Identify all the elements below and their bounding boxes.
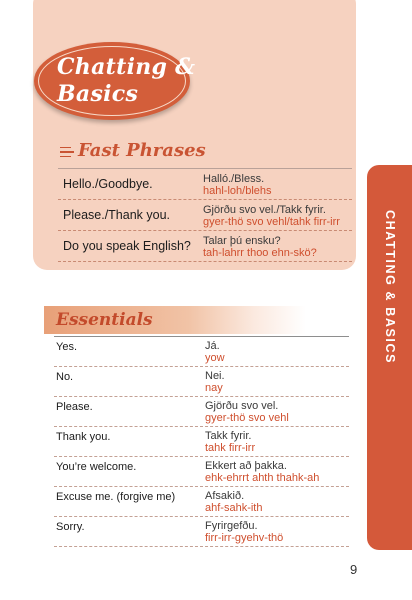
essential-pronunciation: yow <box>205 352 225 364</box>
essential-english: You’re welcome. <box>56 461 137 473</box>
fast-phrases-table <box>58 168 352 262</box>
phrase-english: Do you speak English? <box>63 239 191 253</box>
essential-icelandic: Takk fyrir. <box>205 430 252 442</box>
essential-pronunciation: nay <box>205 382 223 394</box>
essential-row <box>54 517 349 547</box>
phrase-icelandic: Talar þú ensku? <box>203 235 281 247</box>
essential-icelandic: Já. <box>205 340 220 352</box>
essential-icelandic: Fyrirgefðu. <box>205 520 258 532</box>
phrase-row <box>58 168 352 200</box>
essentials-table <box>54 336 349 547</box>
essential-pronunciation: firr-irr-gyehv-thö <box>205 532 284 544</box>
essential-english: Excuse me. (forgive me) <box>56 491 176 503</box>
essential-row <box>54 457 349 487</box>
essential-row <box>54 397 349 427</box>
essential-pronunciation: tahk firr-irr <box>205 442 256 454</box>
essential-icelandic: Ekkert að þakka. <box>205 460 287 472</box>
essential-icelandic: Gjörðu svo vel. <box>205 400 279 412</box>
essential-english: No. <box>56 371 74 383</box>
phrase-english: Hello./Goodbye. <box>63 177 153 191</box>
essential-icelandic: Nei. <box>205 370 225 382</box>
phrase-icelandic: Gjörðu svo vel./Takk fyrir. <box>203 204 326 216</box>
page-number: 9 <box>350 562 358 577</box>
essential-english: Please. <box>56 401 93 413</box>
essential-english: Yes. <box>56 341 78 353</box>
phrase-icelandic: Halló./Bless. <box>203 173 265 185</box>
phrase-pronunciation: hahl-loh/blehs <box>203 185 272 197</box>
essentials-title: Essentials <box>56 310 153 330</box>
fast-phrases-heading <box>60 140 206 162</box>
essential-english: Sorry. <box>56 521 85 533</box>
essential-pronunciation: ahf-sahk-ith <box>205 502 263 514</box>
essential-icelandic: Afsakið. <box>205 490 245 502</box>
phrase-row <box>58 231 352 262</box>
essential-pronunciation: ehk-ehrrt ahth thahk-ah <box>205 472 320 484</box>
fast-phrases-title: Fast Phrases <box>78 140 206 161</box>
speed-lines-icon <box>60 147 74 158</box>
essential-pronunciation: gyer-thö svo vehl <box>205 412 289 424</box>
essential-english: Thank you. <box>56 431 111 443</box>
essential-row <box>54 487 349 517</box>
phrase-pronunciation: gyer-thö svo vehl/tahk firr-irr <box>203 216 340 228</box>
essential-row <box>54 336 349 367</box>
phrase-english: Please./Thank you. <box>63 208 171 222</box>
phrase-pronunciation: tah-lahrr thoo ehn-skö? <box>203 247 317 259</box>
section-title: Chatting & Basics <box>57 54 196 107</box>
side-tab-label: CHATTING & BASICS <box>383 210 397 365</box>
phrase-row <box>58 200 352 231</box>
essential-row <box>54 367 349 397</box>
essential-row <box>54 427 349 457</box>
